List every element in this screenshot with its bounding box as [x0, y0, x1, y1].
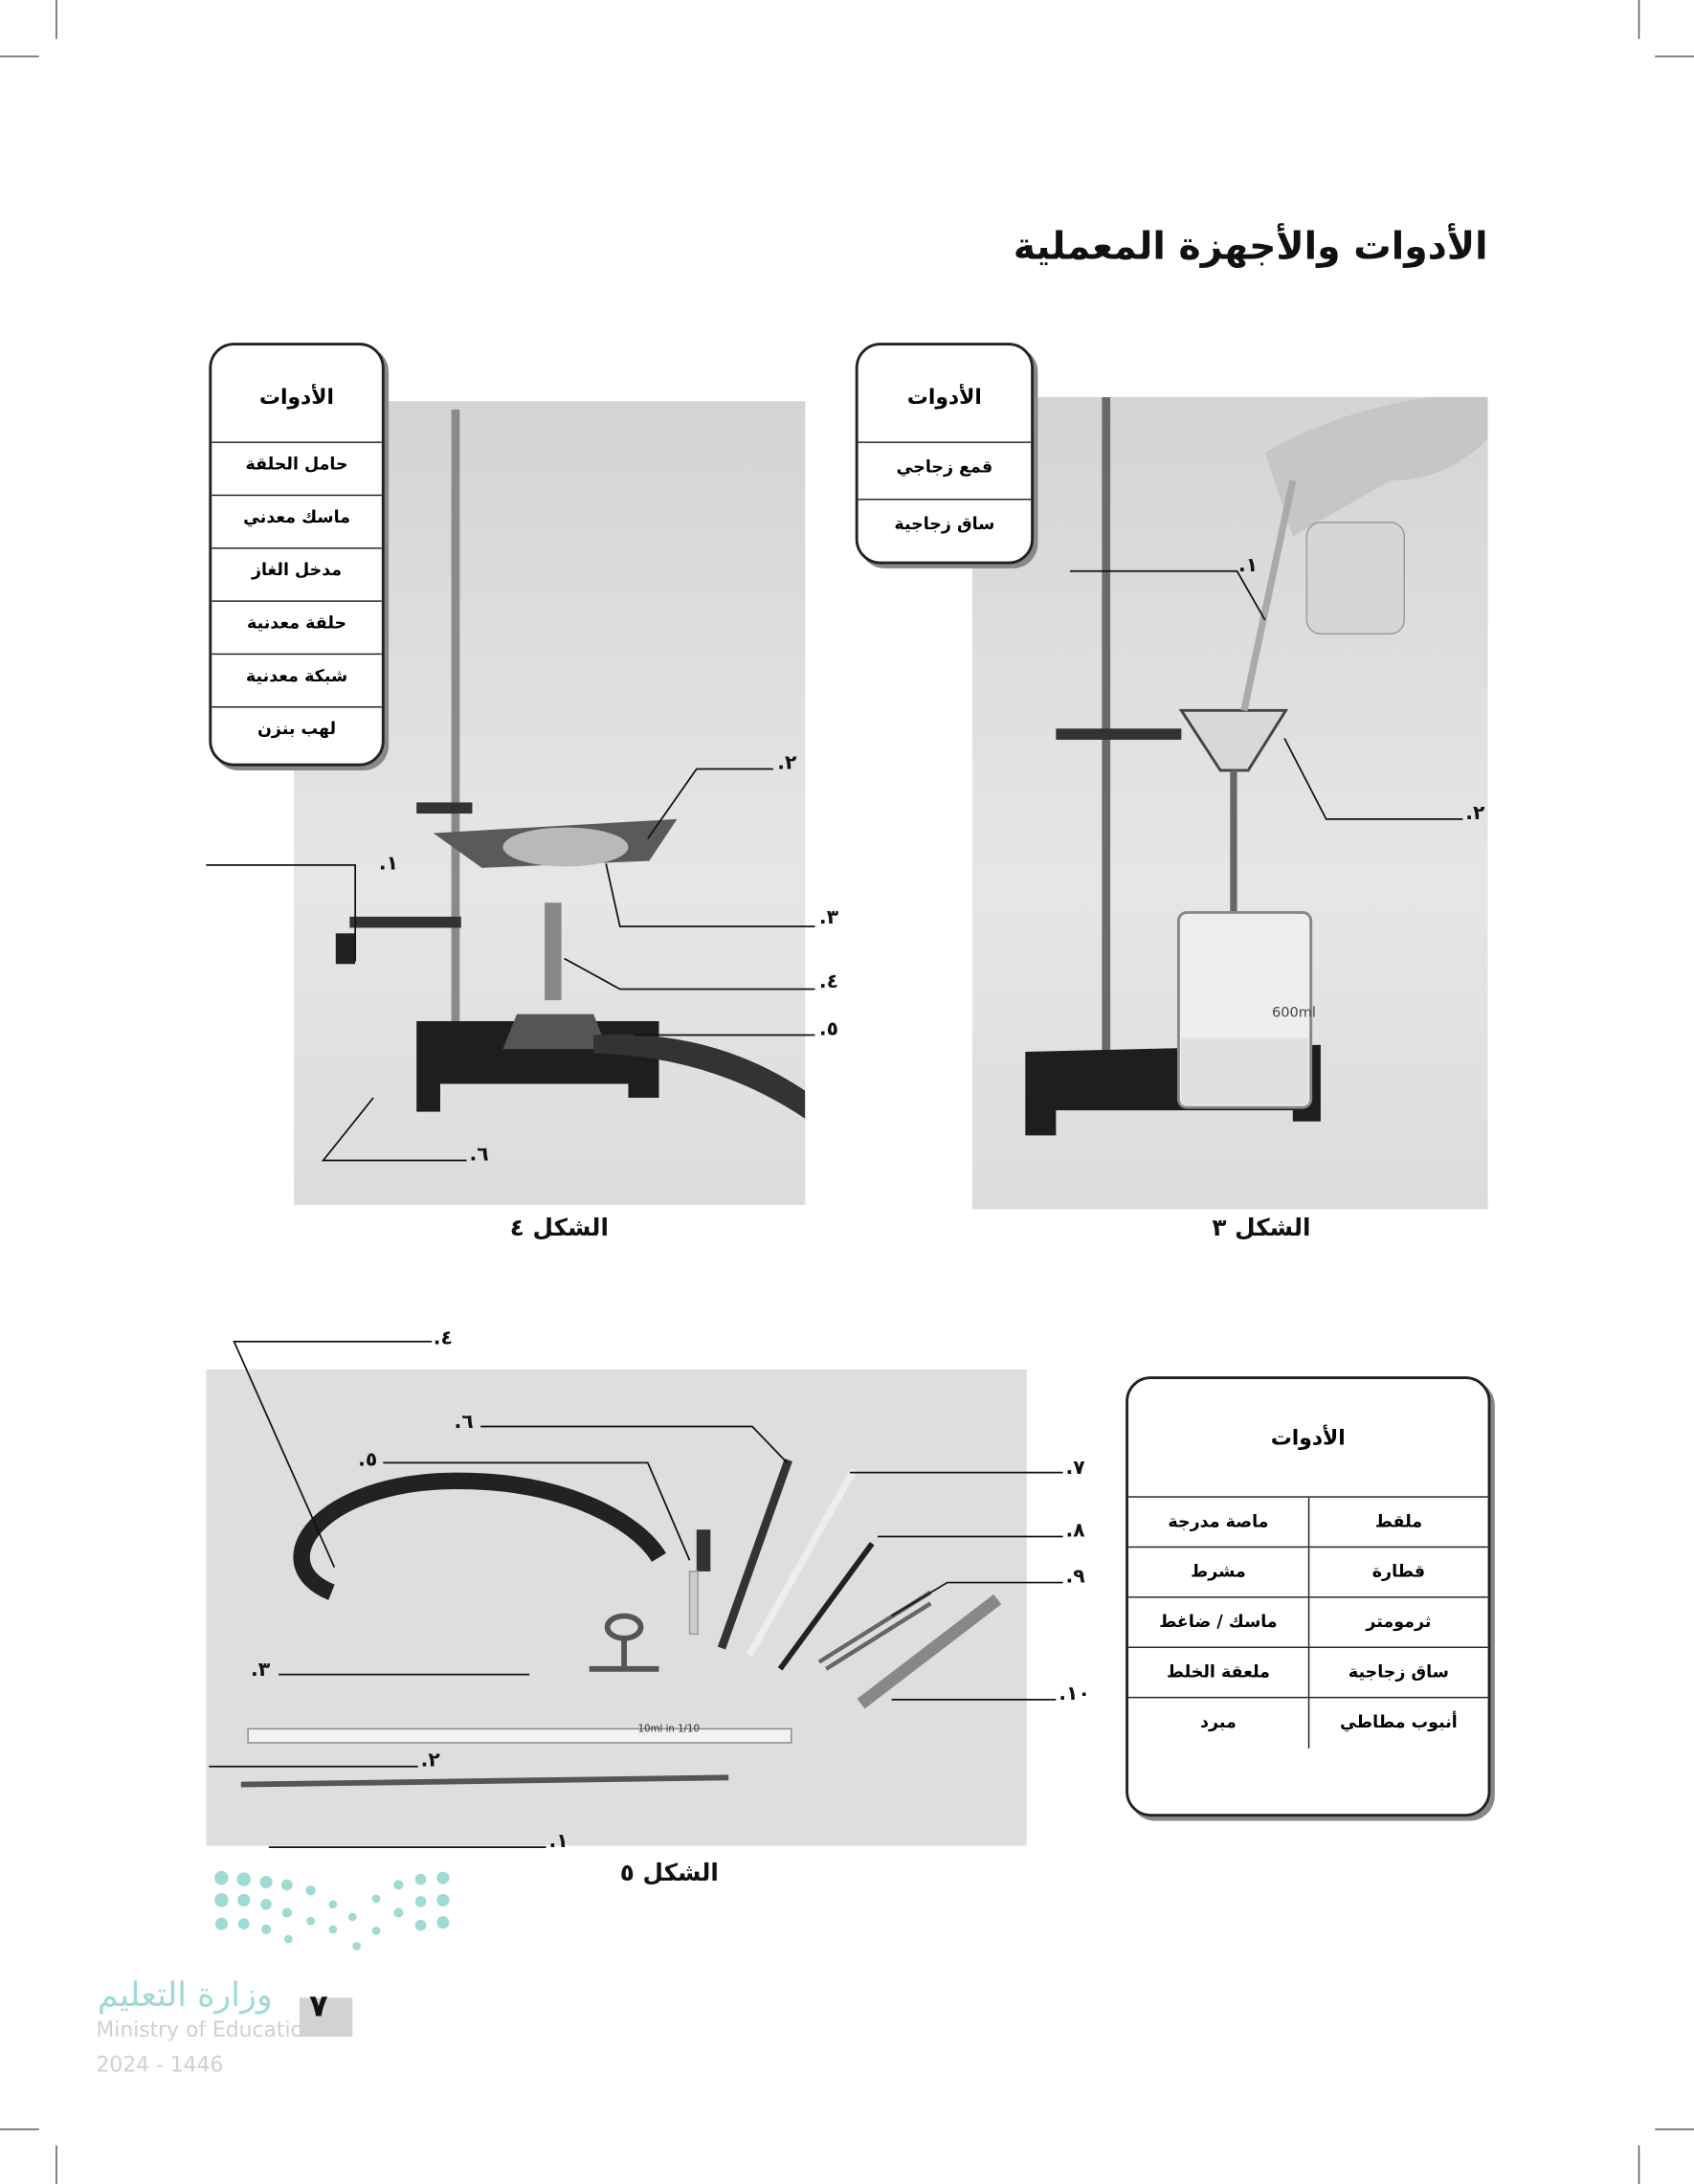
table-header: الأدوات — [858, 345, 1031, 443]
figure5-label-4: ٤. — [433, 1327, 453, 1350]
figure4-caption: الشكل ٤ — [509, 1215, 609, 1243]
tool-item: أنبوب مطاطي — [1308, 1698, 1488, 1748]
figure4-label-2: ٢. — [777, 752, 797, 775]
figure4-label-6: ٦. — [469, 1144, 489, 1167]
edition-year: 2024 - 1446 — [96, 2052, 224, 2078]
page-title: الأدوات والأجهزة المعملية — [1013, 225, 1488, 269]
figure5-label-8: ٨. — [1065, 1520, 1085, 1543]
tool-item: ماسك معدني — [212, 496, 382, 548]
figure4-label-4: ٤. — [818, 970, 839, 993]
figure5-label-7: ٧. — [1065, 1457, 1085, 1480]
figure5-label-3: ٣. — [251, 1659, 271, 1682]
tool-item: حلقة معدنية — [212, 602, 382, 655]
figure4-label-3: ٣. — [818, 906, 839, 929]
figure3-label-1: ١. — [1238, 554, 1259, 577]
figure4-label-5: ٥. — [818, 1018, 839, 1041]
tool-item: مبرد — [1200, 1711, 1237, 1732]
tool-item: ماصة مدرجة — [1128, 1498, 1308, 1548]
figure5-label-10: ١٠. — [1059, 1683, 1090, 1705]
tool-item: قطارة — [1308, 1548, 1488, 1597]
beaker-marking: 600ml — [1271, 1004, 1316, 1021]
figure3-caption: الشكل ٣ — [1212, 1215, 1311, 1243]
figure3-label-2: ٢. — [1465, 802, 1485, 825]
figure5-label-5: ٥. — [358, 1448, 378, 1472]
pipette-marking: 10ml in 1/10 — [637, 1724, 700, 1735]
tool-item: ثرمومتر — [1308, 1598, 1488, 1648]
figure5-label-2: ٢. — [420, 1749, 440, 1772]
figure4-label-1: ١. — [378, 852, 399, 876]
tool-item: ساق زجاجية — [1308, 1648, 1488, 1698]
tool-item: مشرط — [1128, 1548, 1308, 1597]
ministry-name-arabic: وزارة التعليم — [97, 1975, 273, 2015]
figure5-label-9: ٩. — [1065, 1566, 1085, 1589]
tool-item: قمع زجاجي — [858, 443, 1031, 501]
tool-item: لهب بنزن — [256, 719, 337, 739]
tool-item: ملقط — [1308, 1498, 1488, 1548]
tool-item: ملعقة الخلط — [1128, 1648, 1308, 1698]
tool-item: ماسك / ضاغط — [1128, 1598, 1308, 1648]
table-header: الأدوات — [1128, 1379, 1488, 1498]
figure5-label-1: ١. — [548, 1830, 568, 1853]
tool-item: حامل الحلقة — [212, 443, 382, 496]
figure5-label-6: ٦. — [454, 1411, 474, 1434]
table-header: الأدوات — [212, 345, 382, 443]
figure5-caption: الشكل ٥ — [619, 1860, 719, 1888]
ministry-logo-dots-icon — [209, 1867, 453, 1950]
tool-item: ساق زجاجية — [894, 514, 995, 534]
tool-item: مدخل الغاز — [212, 549, 382, 602]
page-number: ٧ — [309, 1989, 328, 2024]
ministry-name-english: Ministry of Education — [96, 2017, 317, 2042]
tool-item: شبكة معدنية — [212, 655, 382, 707]
